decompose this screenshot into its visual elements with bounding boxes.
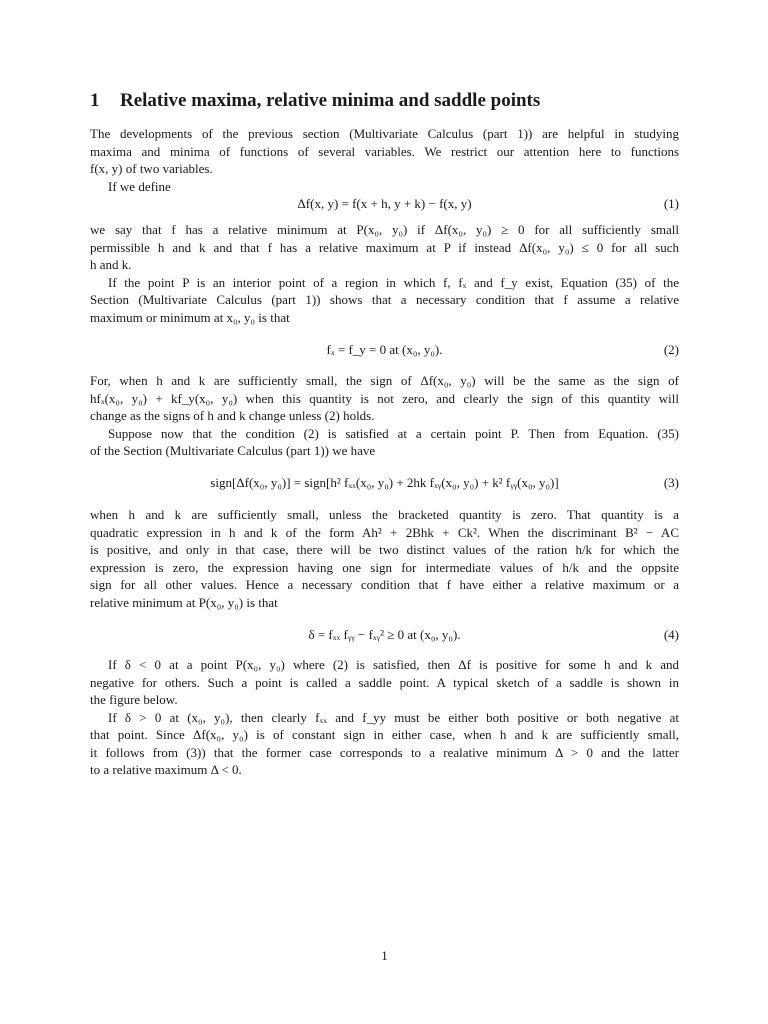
text-line: Section (Multivariate Calculus (part 1)) shows that a necessary condition that f assume a relative xyxy=(90,292,679,307)
paragraph-5 xyxy=(90,372,679,460)
paragraph-1 xyxy=(90,125,679,195)
equation-2 xyxy=(90,341,679,359)
text-line: hfₓ(x₀, y₀) + kf_y(x₀, y₀) when this quantity is not zero, and clearly the sign of this quantity will xyxy=(90,390,679,406)
text-line: is positive, and only in that case, there will be two distinct values of the ration h/k for which the xyxy=(90,542,679,557)
equation-number: (3) xyxy=(663,475,679,490)
text-line: of the Section (Multivariate Calculus (part 1)) we have xyxy=(90,443,376,458)
section-heading xyxy=(90,90,540,112)
equation-expression: sign[Δf(x₀, y₀)] = sign[h² fₓₓ(x₀, y₀) + 2hk fₓᵧ(x₀, y₀) + k² fᵧᵧ(x₀, y₀)] xyxy=(210,475,559,490)
equation-expression: fₓ = f_y = 0 at (x₀, y₀). xyxy=(326,342,443,357)
text-line: Suppose now that the condition (2) is satisfied at a certain point P. Then from Equation. (35) xyxy=(108,425,679,441)
equation-4 xyxy=(90,626,679,644)
text-line: negative for others. Such a point is called a saddle point. A typical sketch of a saddle is shown in xyxy=(90,674,679,690)
equation-expression: Δf(x, y) = f(x + h, y + k) − f(x, y) xyxy=(297,196,472,211)
text-line: If the point P is an interior point of a region in which f, fₓ and f_y exist, Equation (35) of the xyxy=(108,274,679,290)
paragraph-8 xyxy=(90,656,679,779)
section-number: 1 xyxy=(90,90,100,111)
text-line: h and k. xyxy=(90,257,132,272)
text-line: maximum or minimum at x₀, y₀ is that xyxy=(90,309,290,325)
paragraph-3 xyxy=(90,221,679,326)
page xyxy=(90,0,679,1024)
equation-number: (4) xyxy=(663,627,679,642)
text-line: change as the signs of h and k change unless (2) holds. xyxy=(90,408,375,423)
text-line: the figure below. xyxy=(90,692,178,707)
section-title: Relative maxima, relative minima and saddle points xyxy=(120,90,541,111)
text-line: relative minimum at P(x₀, y₀) is that xyxy=(90,594,278,610)
text-line: f(x, y) of two variables. xyxy=(90,161,213,176)
text-line: that point. Since Δf(x₀, y₀) is of constant sign in either case, when h and k are sufficiently small, xyxy=(90,727,679,742)
text-line: to a relative maximum Δ < 0. xyxy=(90,762,242,777)
text-line: For, when h and k are sufficiently small, the sign of Δf(x₀, y₀) will be the same as the sign of xyxy=(90,373,679,388)
equation-3 xyxy=(90,474,679,492)
paragraph-7 xyxy=(90,506,679,611)
text-line: when h and k are sufficiently small, unless the bracketed quantity is zero. That quantity is a xyxy=(90,507,679,522)
text-line: permissible h and k and that f has a relative maximum at P if instead Δf(x₀, y₀) ≤ 0 for all such xyxy=(90,239,679,255)
equation-expression: δ = fₓₓ fᵧᵧ − fₓᵧ² ≥ 0 at (x₀, y₀). xyxy=(308,627,461,642)
text-line: we say that f has a relative minimum at P(x₀, y₀) if Δf(x₀, y₀) ≥ 0 for all sufficiently small xyxy=(90,222,679,237)
text-line: If we define xyxy=(108,178,171,194)
equation-number: (2) xyxy=(663,342,679,357)
text-line: The developments of the previous section (Multivariate Calculus (part 1)) are helpful in studying xyxy=(90,126,679,141)
text-line: maxima and minima of functions of several variables. We restrict our attention here to functions xyxy=(90,143,679,159)
page-number: 1 xyxy=(381,948,388,963)
text-line: If δ < 0 at a point P(x₀, y₀) where (2) is satisfied, then Δf is positive for some h and k and xyxy=(108,657,679,672)
text-line: it follows from (3)) that the former case corresponds to a realative minimum Δ > 0 and the latter xyxy=(90,744,679,760)
text-line: expression is zero, the expression having one sign for intermediate values of h/k and the oppsite xyxy=(90,559,679,575)
equation-number: (1) xyxy=(663,196,679,211)
text-line: quadratic expression in h and k of the form Ah² + 2Bhk + Ck². When the discriminant B² − AC xyxy=(90,524,679,540)
equation-1 xyxy=(90,195,679,213)
text-line: If δ > 0 at (x₀, y₀), then clearly fₓₓ and f_yy must be either both positive or both negative at xyxy=(108,709,679,725)
text-line: sign for all other values. Hence a necessary condition that f have either a relative maximum or a xyxy=(90,577,679,592)
